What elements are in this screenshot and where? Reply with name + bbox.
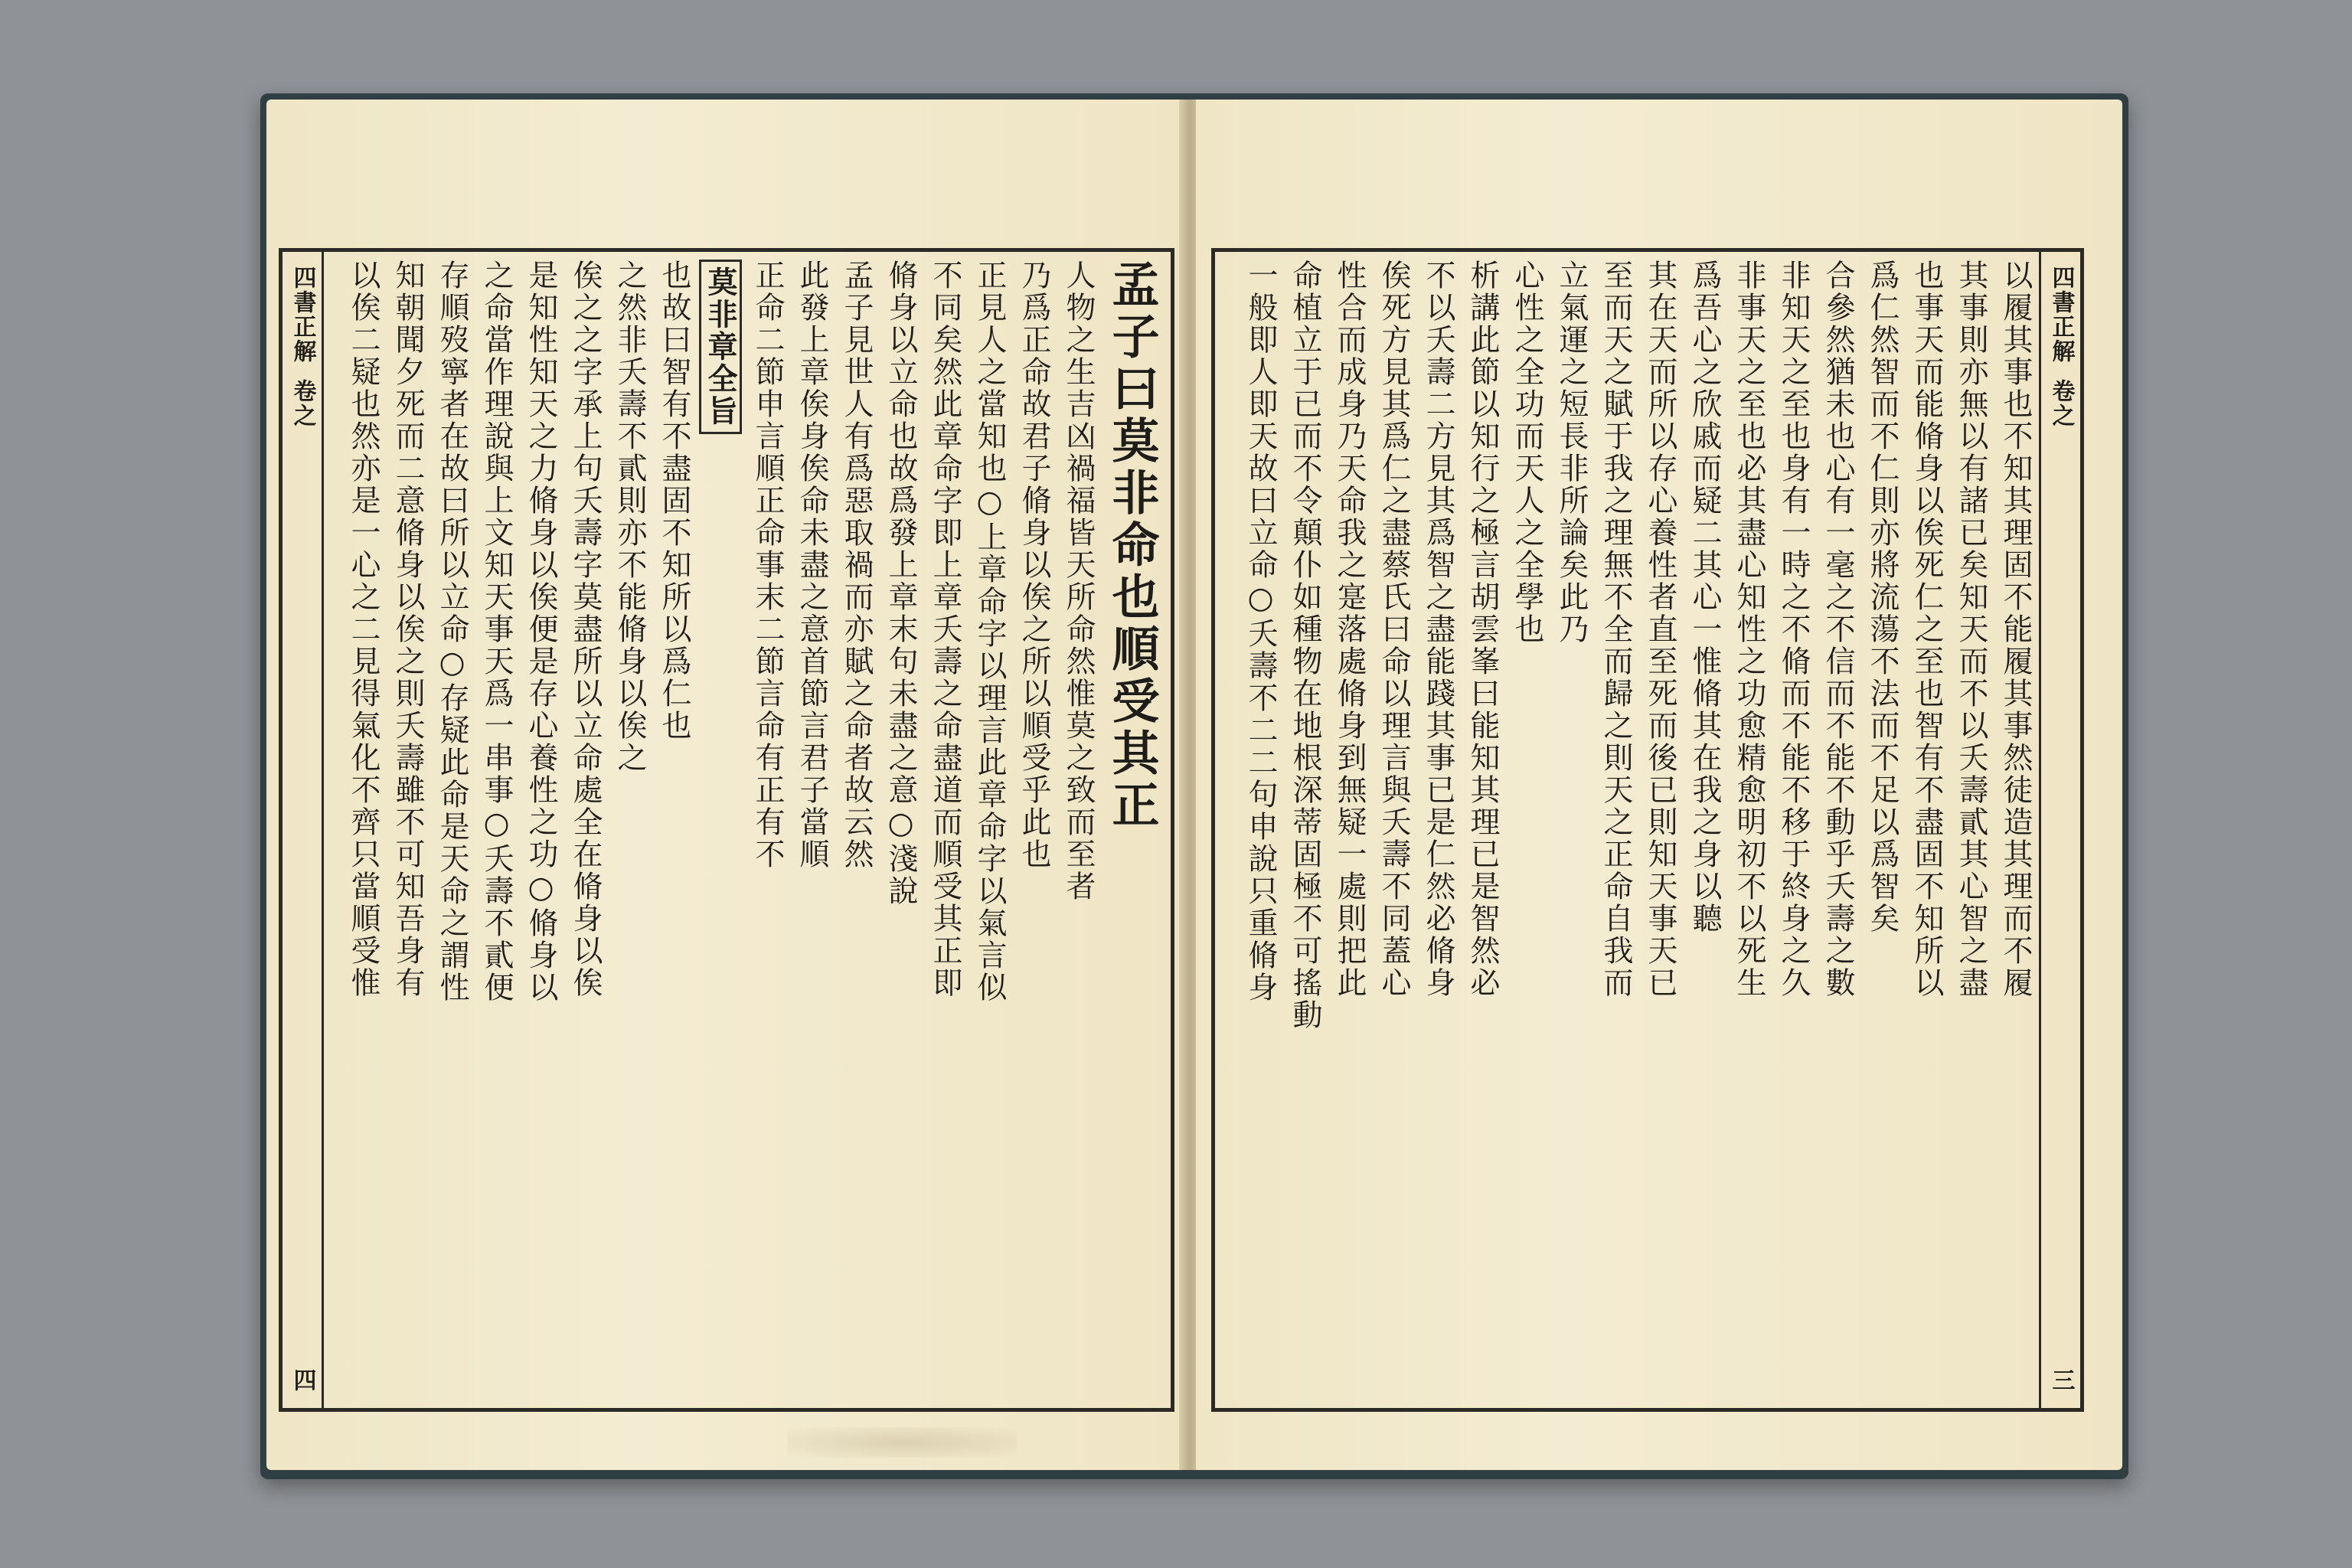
right-page-text-column: 其在天而所以存心養性者直至死而後已則知天事天已 xyxy=(1643,260,1677,999)
left-page-text-column: 以俟二疑也然亦是一心之二見得氣化不齊只當順受惟 xyxy=(346,260,381,999)
left-page-text-column: 乃爲正命故君子脩身以俟之所以順受乎此也 xyxy=(1017,260,1051,871)
right-page-text-column: 其事則亦無以有諸已矣知天而不以夭壽貳其心智之盡 xyxy=(1954,260,1988,999)
right-margin-strip xyxy=(2039,252,2080,1408)
right-page-text-column: 命植立于已而不令顛仆如種物在地根深蒂固極不可搖動 xyxy=(1288,260,1322,1031)
left-page-text-column: 孟子見世人有爲惡取禍而亦賦之命者故云然 xyxy=(839,260,874,871)
right-text-frame xyxy=(1211,248,2084,1412)
right-page-text-column: 爲仁然智而不仁則亦將流蕩不法而不足以爲智矣 xyxy=(1865,260,1900,935)
right-page-text-column: 爲吾心之欣戚而疑二其心一惟脩其在我之身以聽 xyxy=(1687,260,1722,935)
right-page-text-column: 至而天之賦于我之理無不全而歸之則天之正命自我而 xyxy=(1599,260,1633,999)
left-margin-title: 四書正解 xyxy=(289,266,316,364)
right-page-text-column: 非知天之至也身有一時之不脩而不能不移于終身之久 xyxy=(1776,260,1811,999)
right-page-text-column: 性合而成身乃天命我之寔落處脩身到無疑一處則把此 xyxy=(1332,260,1367,999)
right-page-text-column: 合參然猶未也心有一毫之不信而不能不動乎夭壽之數 xyxy=(1821,260,1855,999)
right-page-text-column: 一般即人即天故曰立命○夭壽不二二句申說只重脩身 xyxy=(1243,260,1278,1004)
left-page-text-column: 之命當作理說與上文知天事天爲一串事○夭壽不貳便 xyxy=(479,260,514,1004)
right-page-text-column: 俟死方見其爲仁之盡蔡氏曰命以理言與夭壽不同蓋心 xyxy=(1377,260,1411,999)
right-page-text-column: 非事天之至也必其盡心知性之功愈精愈明初不以死生 xyxy=(1732,260,1766,999)
left-folio-number: 四 xyxy=(289,1368,316,1393)
left-page-text-column: 是知性知天之力脩身以俟便是存心養性之功○脩身以 xyxy=(524,260,558,1004)
right-page-text-column: 不以夭壽二方見其爲智之盡能踐其事已是仁然必脩身 xyxy=(1421,260,1455,999)
book xyxy=(260,93,2128,1479)
left-page xyxy=(266,100,1185,1470)
left-page-text-column: 存順歿寧者在故曰所以立命○存疑此命是天命之謂性 xyxy=(435,260,469,1004)
right-page-text-column: 心性之全功而天人之全學也 xyxy=(1510,260,1544,645)
left-page-text-column xyxy=(699,260,742,1400)
left-page-text-column: 之然非夭壽不貳則亦不能脩身以俟之 xyxy=(612,260,647,774)
left-page-text-column: 也故曰智有不盡固不知所以爲仁也 xyxy=(657,260,691,742)
right-page-text-column: 析講此節以知行之極言胡雲峯曰能知其理已是智然必 xyxy=(1465,260,1500,999)
left-page-text-column: 正見人之當知也○上章命字以理言此章命字以氣言似 xyxy=(972,260,1007,1004)
right-page-text-column: 也事天而能脩身以俟死仁之至也智有不盡固不知所以 xyxy=(1909,260,1944,999)
left-page-text-column: 此發上章俟身俟命未盡之意首節言君子當順 xyxy=(795,260,829,871)
right-margin-title: 四書正解 xyxy=(2047,266,2075,364)
page-stain xyxy=(787,1427,1017,1458)
left-page-text-column: 人物之生吉凶禍福皆天所命然惟莫之致而至者 xyxy=(1061,260,1096,903)
right-page-text-column: 以履其事也不知其理固不能履其事然徒造其理而不履 xyxy=(1998,260,2033,999)
chapter-heading-box: 莫非章全旨 xyxy=(699,260,742,434)
right-page xyxy=(1196,100,2122,1470)
right-text-columns xyxy=(1226,260,2034,1400)
left-page-text-column: 不同矣然此章命字即上章夭壽之命盡道而順受其正即 xyxy=(928,260,962,999)
left-page-text-column: 孟子曰莫非命也順受其正 xyxy=(1104,260,1160,832)
right-folio-number: 三 xyxy=(2047,1368,2075,1393)
left-page-text-column: 脩身以立命也故爲發上章末句未盡之意○淺說 xyxy=(884,260,918,907)
left-page-text-column: 俟之之字承上句夭壽字莫盡所以立命處全在脩身以俟 xyxy=(568,260,603,999)
right-margin-volume: 卷之 xyxy=(2047,379,2075,428)
left-text-frame xyxy=(279,248,1174,1412)
left-page-text-column: 知朝聞夕死而二意脩身以俟之則夭壽雖不可知吾身有 xyxy=(390,260,425,999)
right-page-text-column: 立氣運之短長非所論矣此乃 xyxy=(1554,260,1589,645)
left-page-text-column: 正命二節申言順正命事末二節言命有正有不 xyxy=(750,260,785,871)
left-margin-strip xyxy=(283,252,324,1408)
left-text-columns xyxy=(328,260,1160,1400)
left-margin-volume: 卷之 xyxy=(289,379,316,428)
